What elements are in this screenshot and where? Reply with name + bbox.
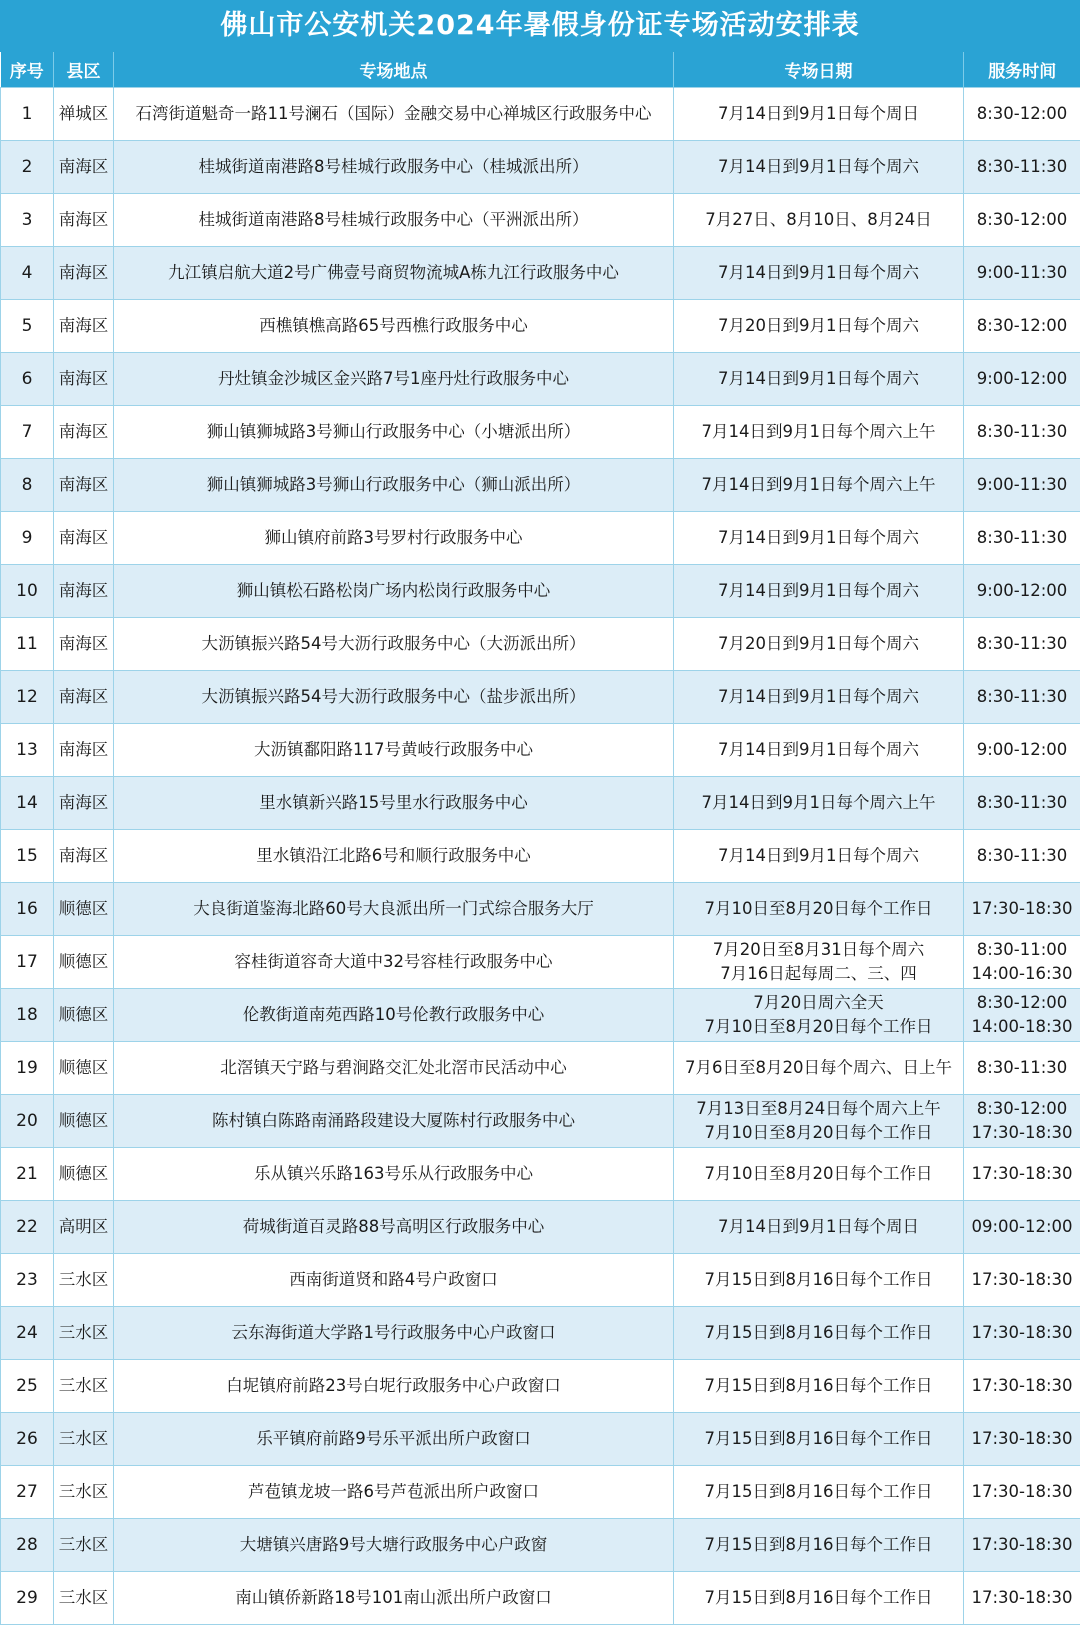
row-date	[674, 512, 964, 565]
time-line: 8:30-11:30	[966, 791, 1078, 815]
row-number: 14	[1, 777, 54, 830]
time-line: 8:30-12:00	[966, 102, 1078, 126]
time-line: 9:00-12:00	[966, 738, 1078, 762]
row-location: 大沥镇振兴路54号大沥行政服务中心（盐步派出所）	[114, 671, 674, 724]
row-date	[674, 459, 964, 512]
row-location: 里水镇沿江北路6号和顺行政服务中心	[114, 830, 674, 883]
row-time	[964, 565, 1080, 618]
date-line: 7月15日到8月16日每个工作日	[676, 1374, 961, 1398]
row-time	[964, 936, 1080, 989]
row-district: 南海区	[54, 353, 114, 406]
row-time	[964, 1413, 1080, 1466]
header-time: 服务时间	[964, 52, 1080, 88]
row-location: 陈村镇白陈路南涌路段建设大厦陈村行政服务中心	[114, 1095, 674, 1148]
date-line: 7月14日到9月1日每个周六	[676, 155, 961, 179]
date-line: 7月14日到9月1日每个周六	[676, 738, 961, 762]
row-location: 南山镇侨新路18号101南山派出所户政窗口	[114, 1572, 674, 1625]
row-location: 云东海街道大学路1号行政服务中心户政窗口	[114, 1307, 674, 1360]
time-line: 8:30-11:30	[966, 155, 1078, 179]
row-district: 南海区	[54, 141, 114, 194]
row-date	[674, 300, 964, 353]
row-district: 高明区	[54, 1201, 114, 1254]
row-location: 狮山镇狮城路3号狮山行政服务中心（小塘派出所）	[114, 406, 674, 459]
row-district: 南海区	[54, 300, 114, 353]
date-line: 7月15日到8月16日每个工作日	[676, 1268, 961, 1292]
table-row	[1, 88, 1080, 141]
row-number: 21	[1, 1148, 54, 1201]
row-district: 南海区	[54, 406, 114, 459]
row-location: 大沥镇鄱阳路117号黄岐行政服务中心	[114, 724, 674, 777]
table-row	[1, 936, 1080, 989]
table-row	[1, 1307, 1080, 1360]
table-row	[1, 512, 1080, 565]
row-time	[964, 830, 1080, 883]
table-row	[1, 1095, 1080, 1148]
date-line: 7月15日到8月16日每个工作日	[676, 1533, 961, 1557]
row-number: 22	[1, 1201, 54, 1254]
row-time	[964, 1254, 1080, 1307]
time-line: 8:30-11:30	[966, 526, 1078, 550]
row-location: 狮山镇松石路松岗广场内松岗行政服务中心	[114, 565, 674, 618]
row-district: 南海区	[54, 671, 114, 724]
table-row	[1, 1254, 1080, 1307]
time-line: 17:30-18:30	[966, 1162, 1078, 1186]
row-date	[674, 989, 964, 1042]
row-location: 白坭镇府前路23号白坭行政服务中心户政窗口	[114, 1360, 674, 1413]
row-number: 1	[1, 88, 54, 141]
row-date	[674, 1095, 964, 1148]
row-district: 南海区	[54, 830, 114, 883]
row-district: 三水区	[54, 1307, 114, 1360]
row-time	[964, 1360, 1080, 1413]
row-time	[964, 353, 1080, 406]
time-line: 14:00-16:30	[966, 962, 1078, 986]
row-date	[674, 1413, 964, 1466]
row-district: 南海区	[54, 618, 114, 671]
header-date: 专场日期	[674, 52, 964, 88]
date-line: 7月16日起每周二、三、四	[676, 962, 961, 986]
time-line: 9:00-11:30	[966, 473, 1078, 497]
row-time	[964, 406, 1080, 459]
row-district: 南海区	[54, 565, 114, 618]
table-row	[1, 777, 1080, 830]
date-line: 7月10日至8月20日每个工作日	[676, 1162, 961, 1186]
date-line: 7月15日到8月16日每个工作日	[676, 1586, 961, 1610]
time-line: 9:00-12:00	[966, 579, 1078, 603]
row-time	[964, 777, 1080, 830]
row-date	[674, 1254, 964, 1307]
table-row	[1, 459, 1080, 512]
row-date	[674, 1360, 964, 1413]
row-location: 乐平镇府前路9号乐平派出所户政窗口	[114, 1413, 674, 1466]
table-row	[1, 300, 1080, 353]
row-location: 石湾街道魁奇一路11号澜石（国际）金融交易中心禅城区行政服务中心	[114, 88, 674, 141]
row-number: 23	[1, 1254, 54, 1307]
table-row	[1, 353, 1080, 406]
row-time	[964, 1095, 1080, 1148]
date-line: 7月10日至8月20日每个工作日	[676, 1015, 961, 1039]
row-district: 顺德区	[54, 1042, 114, 1095]
row-time	[964, 194, 1080, 247]
row-time	[964, 1148, 1080, 1201]
date-line: 7月14日到9月1日每个周日	[676, 102, 961, 126]
row-date	[674, 777, 964, 830]
row-number: 2	[1, 141, 54, 194]
date-line: 7月14日到9月1日每个周六上午	[676, 473, 961, 497]
table-row	[1, 247, 1080, 300]
row-district: 南海区	[54, 247, 114, 300]
row-date	[674, 565, 964, 618]
time-line: 8:30-12:00	[966, 991, 1078, 1015]
time-line: 8:30-12:00	[966, 1097, 1078, 1121]
row-number: 25	[1, 1360, 54, 1413]
row-location: 乐从镇兴乐路163号乐从行政服务中心	[114, 1148, 674, 1201]
time-line: 17:30-18:30	[966, 1121, 1078, 1145]
row-number: 18	[1, 989, 54, 1042]
row-time	[964, 1466, 1080, 1519]
date-line: 7月14日到9月1日每个周六	[676, 844, 961, 868]
table-body	[1, 88, 1080, 1625]
table-row	[1, 194, 1080, 247]
date-line: 7月20日到9月1日每个周六	[676, 314, 961, 338]
time-line: 14:00-18:30	[966, 1015, 1078, 1039]
row-number: 26	[1, 1413, 54, 1466]
row-number: 24	[1, 1307, 54, 1360]
date-line: 7月14日到9月1日每个周六上午	[676, 420, 961, 444]
row-date	[674, 1307, 964, 1360]
row-location: 大沥镇振兴路54号大沥行政服务中心（大沥派出所）	[114, 618, 674, 671]
table-row	[1, 830, 1080, 883]
row-location: 大良街道鉴海北路60号大良派出所一门式综合服务大厅	[114, 883, 674, 936]
row-date	[674, 1042, 964, 1095]
row-location: 荷城街道百灵路88号高明区行政服务中心	[114, 1201, 674, 1254]
date-line: 7月14日到9月1日每个周六	[676, 367, 961, 391]
time-line: 17:30-18:30	[966, 1374, 1078, 1398]
time-line: 8:30-12:00	[966, 208, 1078, 232]
row-district: 三水区	[54, 1519, 114, 1572]
table-row	[1, 989, 1080, 1042]
schedule-table	[0, 52, 1080, 1625]
row-location: 丹灶镇金沙城区金兴路7号1座丹灶行政服务中心	[114, 353, 674, 406]
row-district: 南海区	[54, 777, 114, 830]
header-district: 县区	[54, 52, 114, 88]
row-number: 7	[1, 406, 54, 459]
row-district: 三水区	[54, 1360, 114, 1413]
row-date	[674, 88, 964, 141]
row-date	[674, 353, 964, 406]
time-line: 09:00-12:00	[966, 1215, 1078, 1239]
table-row	[1, 1201, 1080, 1254]
row-time	[964, 618, 1080, 671]
date-line: 7月14日到9月1日每个周六	[676, 579, 961, 603]
row-time	[964, 300, 1080, 353]
date-line: 7月15日到8月16日每个工作日	[676, 1427, 961, 1451]
row-number: 20	[1, 1095, 54, 1148]
row-date	[674, 1466, 964, 1519]
row-date	[674, 1148, 964, 1201]
row-number: 27	[1, 1466, 54, 1519]
row-district: 三水区	[54, 1254, 114, 1307]
table-row	[1, 671, 1080, 724]
date-line: 7月10日至8月20日每个工作日	[676, 1121, 961, 1145]
row-number: 5	[1, 300, 54, 353]
row-date	[674, 1572, 964, 1625]
row-district: 南海区	[54, 459, 114, 512]
row-date	[674, 1519, 964, 1572]
time-line: 17:30-18:30	[966, 1480, 1078, 1504]
row-location: 狮山镇府前路3号罗村行政服务中心	[114, 512, 674, 565]
row-time	[964, 459, 1080, 512]
row-number: 12	[1, 671, 54, 724]
row-district: 南海区	[54, 512, 114, 565]
time-line: 17:30-18:30	[966, 1586, 1078, 1610]
time-line: 8:30-11:30	[966, 1056, 1078, 1080]
row-time	[964, 1042, 1080, 1095]
row-district: 顺德区	[54, 883, 114, 936]
time-line: 17:30-18:30	[966, 1533, 1078, 1557]
row-date	[674, 1201, 964, 1254]
row-number: 29	[1, 1572, 54, 1625]
row-number: 10	[1, 565, 54, 618]
time-line: 8:30-11:30	[966, 685, 1078, 709]
row-time	[964, 671, 1080, 724]
date-line: 7月10日至8月20日每个工作日	[676, 897, 961, 921]
time-line: 17:30-18:30	[966, 1268, 1078, 1292]
table-row	[1, 1148, 1080, 1201]
row-location: 北滘镇天宁路与碧涧路交汇处北滘市民活动中心	[114, 1042, 674, 1095]
date-line: 7月14日到9月1日每个周六	[676, 685, 961, 709]
row-location: 容桂街道容奇大道中32号容桂行政服务中心	[114, 936, 674, 989]
row-date	[674, 247, 964, 300]
time-line: 8:30-11:00	[966, 938, 1078, 962]
time-line: 8:30-11:30	[966, 844, 1078, 868]
date-line: 7月15日到8月16日每个工作日	[676, 1321, 961, 1345]
table-row	[1, 1572, 1080, 1625]
row-location: 西南街道贤和路4号户政窗口	[114, 1254, 674, 1307]
row-district: 顺德区	[54, 1148, 114, 1201]
row-time	[964, 512, 1080, 565]
row-location: 桂城街道南港路8号桂城行政服务中心（平洲派出所）	[114, 194, 674, 247]
row-number: 6	[1, 353, 54, 406]
table-row	[1, 724, 1080, 777]
table-row	[1, 565, 1080, 618]
row-location: 大塘镇兴唐路9号大塘行政服务中心户政窗	[114, 1519, 674, 1572]
table-row	[1, 1519, 1080, 1572]
row-date	[674, 936, 964, 989]
row-location: 桂城街道南港路8号桂城行政服务中心（桂城派出所）	[114, 141, 674, 194]
time-line: 17:30-18:30	[966, 1321, 1078, 1345]
row-district: 顺德区	[54, 936, 114, 989]
header-no: 序号	[1, 52, 54, 88]
date-line: 7月14日到9月1日每个周六上午	[676, 791, 961, 815]
table-header	[1, 52, 1080, 88]
time-line: 8:30-12:00	[966, 314, 1078, 338]
table-row	[1, 1466, 1080, 1519]
row-number: 11	[1, 618, 54, 671]
row-district: 三水区	[54, 1413, 114, 1466]
row-location: 狮山镇狮城路3号狮山行政服务中心（狮山派出所）	[114, 459, 674, 512]
date-line: 7月20日到9月1日每个周六	[676, 632, 961, 656]
table-row	[1, 618, 1080, 671]
row-number: 15	[1, 830, 54, 883]
date-line: 7月20日至8月31日每个周六	[676, 938, 961, 962]
date-line: 7月6日至8月20日每个周六、日上午	[676, 1056, 961, 1080]
row-location: 西樵镇樵高路65号西樵行政服务中心	[114, 300, 674, 353]
row-date	[674, 724, 964, 777]
row-number: 17	[1, 936, 54, 989]
time-line: 17:30-18:30	[966, 1427, 1078, 1451]
time-line: 17:30-18:30	[966, 897, 1078, 921]
date-line: 7月13日至8月24日每个周六上午	[676, 1097, 961, 1121]
date-line: 7月14日到9月1日每个周日	[676, 1215, 961, 1239]
row-district: 三水区	[54, 1466, 114, 1519]
table-row	[1, 141, 1080, 194]
row-time	[964, 1572, 1080, 1625]
time-line: 8:30-11:30	[966, 420, 1078, 444]
row-date	[674, 883, 964, 936]
row-location: 伦教街道南苑西路10号伦教行政服务中心	[114, 989, 674, 1042]
table-row	[1, 1360, 1080, 1413]
table-row	[1, 1042, 1080, 1095]
row-location: 里水镇新兴路15号里水行政服务中心	[114, 777, 674, 830]
date-line: 7月14日到9月1日每个周六	[676, 526, 961, 550]
time-line: 8:30-11:30	[966, 632, 1078, 656]
row-number: 28	[1, 1519, 54, 1572]
row-district: 南海区	[54, 724, 114, 777]
row-number: 8	[1, 459, 54, 512]
page-title: 佛山市公安机关2024年暑假身份证专场活动安排表	[0, 0, 1080, 52]
date-line: 7月27日、8月10日、8月24日	[676, 208, 961, 232]
table-row	[1, 883, 1080, 936]
row-time	[964, 1201, 1080, 1254]
date-line: 7月15日到8月16日每个工作日	[676, 1480, 961, 1504]
row-district: 禅城区	[54, 88, 114, 141]
row-number: 19	[1, 1042, 54, 1095]
row-district: 顺德区	[54, 1095, 114, 1148]
row-date	[674, 671, 964, 724]
row-district: 三水区	[54, 1572, 114, 1625]
date-line: 7月20日周六全天	[676, 991, 961, 1015]
row-number: 13	[1, 724, 54, 777]
header-location: 专场地点	[114, 52, 674, 88]
time-line: 9:00-11:30	[966, 261, 1078, 285]
row-date	[674, 618, 964, 671]
row-date	[674, 830, 964, 883]
row-time	[964, 883, 1080, 936]
date-line: 7月14日到9月1日每个周六	[676, 261, 961, 285]
row-location: 九江镇启航大道2号广佛壹号商贸物流城A栋九江行政服务中心	[114, 247, 674, 300]
row-time	[964, 1307, 1080, 1360]
table-row	[1, 406, 1080, 459]
row-date	[674, 141, 964, 194]
row-number: 9	[1, 512, 54, 565]
row-time	[964, 141, 1080, 194]
time-line: 9:00-12:00	[966, 367, 1078, 391]
row-time	[964, 1519, 1080, 1572]
row-date	[674, 406, 964, 459]
table-row	[1, 1413, 1080, 1466]
row-date	[674, 194, 964, 247]
row-district: 南海区	[54, 194, 114, 247]
row-number: 4	[1, 247, 54, 300]
row-number: 3	[1, 194, 54, 247]
row-time	[964, 989, 1080, 1042]
row-time	[964, 88, 1080, 141]
row-time	[964, 724, 1080, 777]
row-location: 芦苞镇龙坡一路6号芦苞派出所户政窗口	[114, 1466, 674, 1519]
row-number: 16	[1, 883, 54, 936]
row-district: 顺德区	[54, 989, 114, 1042]
row-time	[964, 247, 1080, 300]
